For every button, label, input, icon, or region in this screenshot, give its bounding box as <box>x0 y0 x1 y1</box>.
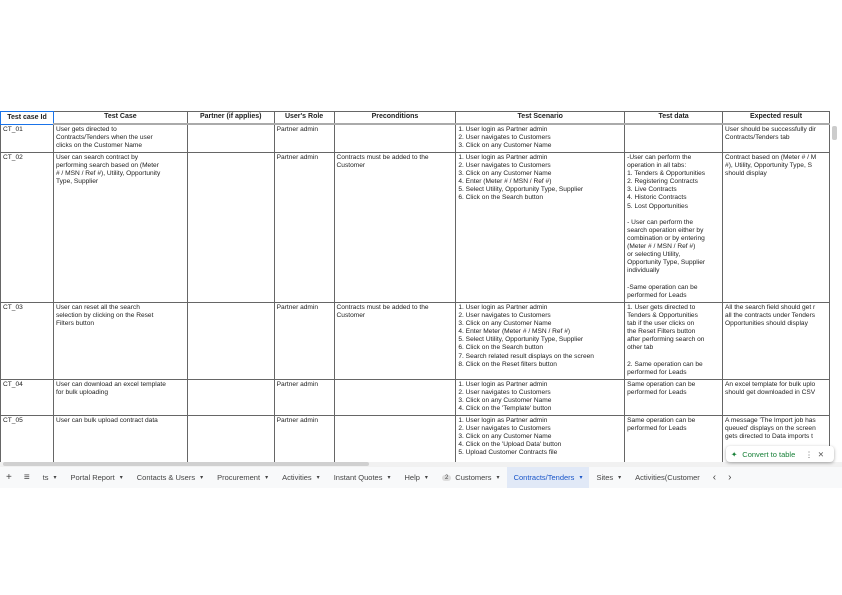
cell-expected[interactable]: A message 'The Import job has queued' displays on the screen gets directed to Data imports t <box>723 416 830 463</box>
col-header-role[interactable]: User's Role <box>274 112 334 125</box>
col-header-partner[interactable]: Partner (if applies) <box>187 112 274 125</box>
sheet-tab[interactable] <box>628 467 707 488</box>
cell-role[interactable]: Partner admin <box>274 416 334 463</box>
convert-to-table-chip[interactable] <box>726 446 834 462</box>
cell-scenario[interactable]: 1. User login as Partner admin 2. User navigates to Customers 3. Click on any Customer Name 4. Click on the 'Upload Data' button 5. Upload Customer Contracts file <box>456 416 625 463</box>
cell-scenario[interactable]: 1. User login as Partner admin 2. User navigates to Customers 3. Click on any Customer Name <box>456 124 625 153</box>
cell-case[interactable]: User can reset all the search selection by clicking on the Reset Filters button <box>53 303 187 380</box>
sheet-tab-label: Procurement <box>217 473 261 482</box>
cell-data[interactable] <box>625 124 723 153</box>
col-header-case[interactable]: Test Case <box>53 112 187 125</box>
cell-case[interactable]: User can search contract by performing search based on (Meter # / MSN / Ref #), Utility, Opportunity Type, Supplier <box>53 153 187 303</box>
cell-role[interactable]: Partner admin <box>274 124 334 153</box>
sheet-tab[interactable] <box>589 467 628 488</box>
scroll-thumb[interactable] <box>3 462 369 466</box>
sheet-tab[interactable] <box>36 467 64 488</box>
cell-id[interactable]: CT_04 <box>1 380 54 416</box>
tab-dropdown-icon[interactable]: ▾ <box>53 475 57 481</box>
col-header-expected[interactable]: Expected result <box>723 112 830 125</box>
sheet-tab-label: ts <box>42 473 49 482</box>
tab-dropdown-icon[interactable]: ▾ <box>424 475 428 481</box>
cell-scenario[interactable]: 1. User login as Partner admin 2. User navigates to Customers 3. Click on any Customer Name 4. Click on the 'Template' button <box>456 380 625 416</box>
sheet-tab-label: Portal Report <box>70 473 115 482</box>
cell-id[interactable]: CT_05 <box>1 416 54 463</box>
cell-pre[interactable]: Contracts must be added to the Customer <box>334 303 456 380</box>
sheet-tab-label: Instant Quotes <box>333 473 383 482</box>
cell-expected[interactable]: Contract based on (Meter # / M #), Utility, Opportunity Type, S should display <box>723 153 830 303</box>
cell-pre[interactable] <box>334 416 456 463</box>
vertical-scrollbar[interactable] <box>832 126 837 140</box>
tab-dropdown-icon[interactable]: ▾ <box>496 475 500 481</box>
cell-id[interactable]: CT_01 <box>1 124 54 153</box>
cell-data[interactable]: Same operation can be performed for Leads <box>625 380 723 416</box>
cell-partner[interactable] <box>187 416 274 463</box>
sheet-tab[interactable] <box>435 467 507 488</box>
cell-data[interactable]: Same operation can be performed for Leads <box>625 416 723 463</box>
sparkle-icon: ✦ <box>731 449 738 459</box>
scroll-left-icon[interactable]: ‹ <box>712 472 717 483</box>
cell-id[interactable]: CT_03 <box>1 303 54 380</box>
scroll-right-icon[interactable]: › <box>728 472 732 483</box>
tab-badge: 2 <box>442 475 451 481</box>
sheet-tab-bar <box>0 467 842 488</box>
cell-partner[interactable] <box>187 380 274 416</box>
header-row <box>1 112 830 125</box>
sheet-tab[interactable] <box>210 467 275 488</box>
sheet-tab-label: Activities <box>282 473 312 482</box>
close-icon[interactable]: ✕ <box>817 449 825 459</box>
cell-expected[interactable]: An excel template for bulk uplo should get downloaded in CSV <box>723 380 830 416</box>
sheet-tab[interactable] <box>64 467 130 488</box>
sheet-tab-label: Contacts & Users <box>136 473 196 482</box>
cell-case[interactable]: User gets directed to Contracts/Tenders when the user clicks on the Customer Name <box>53 124 187 153</box>
table-row <box>1 416 830 463</box>
cell-role[interactable]: Partner admin <box>274 303 334 380</box>
sheet-tab-label: Customers <box>455 473 492 482</box>
sheet-tab[interactable] <box>507 467 590 488</box>
col-header-preconditions[interactable]: Preconditions <box>334 112 456 125</box>
cell-data[interactable]: 1. User gets directed to Tenders & Opportunities tab if the user clicks on the Reset Filters button after performing search on other tab 2. Same operation can be performed for Leads <box>625 303 723 380</box>
col-header-data[interactable]: Test data <box>625 112 723 125</box>
cell-role[interactable]: Partner admin <box>274 153 334 303</box>
sheet-tab[interactable] <box>275 467 327 488</box>
cell-id[interactable]: CT_02 <box>1 153 54 303</box>
cell-expected[interactable]: All the search field should get r all the contracts under Tenders Opportunities should display <box>723 303 830 380</box>
sheet-tab[interactable] <box>130 467 210 488</box>
spreadsheet-grid[interactable] <box>0 111 830 462</box>
tab-dropdown-icon[interactable]: ▾ <box>579 475 583 481</box>
cell-expected[interactable]: User should be successfully dir Contracts/Tenders tab <box>723 124 830 153</box>
cell-scenario[interactable]: 1. User login as Partner admin 2. User navigates to Customers 3. Click on any Customer Name 4. Enter Meter (Meter # / MSN / Ref #) 5. Select Utility, Opportunity Type, Supplier 6. Click on the Search button 7. Search related result displays on the screen 8. Click on the Reset filters button <box>456 303 625 380</box>
tab-dropdown-icon[interactable]: ▾ <box>316 475 320 481</box>
cell-partner[interactable] <box>187 303 274 380</box>
sheet-tab[interactable] <box>397 467 434 488</box>
cell-case[interactable]: User can bulk upload contract data <box>53 416 187 463</box>
cell-pre[interactable] <box>334 124 456 153</box>
table-row <box>1 303 830 380</box>
sheet-tab-label: Activities(Customer <box>635 473 700 482</box>
sheet-tab-label: Help <box>404 473 420 482</box>
more-icon[interactable]: ⋮ <box>805 449 813 459</box>
tab-dropdown-icon[interactable]: ▾ <box>265 475 269 481</box>
tab-dropdown-icon[interactable]: ▾ <box>119 475 123 481</box>
cell-partner[interactable] <box>187 124 274 153</box>
cell-case[interactable]: User can download an excel template for bulk uploading <box>53 380 187 416</box>
cell-role[interactable]: Partner admin <box>274 380 334 416</box>
sheet-tab[interactable] <box>327 467 398 488</box>
add-sheet-icon[interactable]: + <box>6 472 12 483</box>
col-header-scenario[interactable]: Test Scenario <box>456 112 625 125</box>
sheet-tab-label: Sites <box>596 473 614 482</box>
tab-dropdown-icon[interactable]: ▾ <box>387 475 391 481</box>
sheet-tab-label: Contracts/Tenders <box>513 473 575 482</box>
cell-pre[interactable] <box>334 380 456 416</box>
table-row <box>1 380 830 416</box>
col-header-id[interactable]: Test case Id <box>1 112 54 125</box>
cell-partner[interactable] <box>187 153 274 303</box>
cell-pre[interactable]: Contracts must be added to the Customer <box>334 153 456 303</box>
tab-dropdown-icon[interactable]: ▾ <box>200 475 204 481</box>
convert-to-table-label[interactable]: Convert to table <box>742 449 796 459</box>
cell-data[interactable]: -User can perform the operation in all tabs: 1. Tenders & Opportunities 2. Registering Contracts 3. Live Contracts 4. Historic Contracts 5. Lost Opportunities - User can perform the search operation either by combination or by entering (Meter # / MSN / Ref #) or selecting Utility, Opportunity Type, Supplier individually -Same operation can be performed for Leads <box>625 153 723 303</box>
table-row <box>1 153 830 303</box>
table-row <box>1 124 830 153</box>
tab-dropdown-icon[interactable]: ▾ <box>618 475 622 481</box>
all-sheets-icon[interactable]: ≡ <box>23 472 30 483</box>
cell-scenario[interactable]: 1. User login as Partner admin 2. User navigates to Customers 3. Click on any Customer Name 4. Enter (Meter # / MSN / Ref #) 5. Select Utility, Opportunity Type, Supplier 6. Click on the Search button <box>456 153 625 303</box>
